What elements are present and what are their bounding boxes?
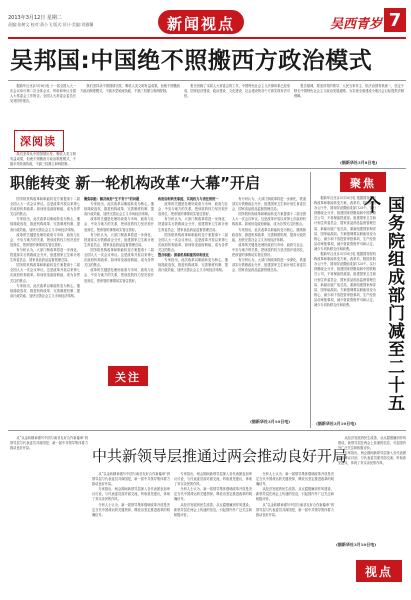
page-number: 7 xyxy=(388,10,402,31)
column-divider xyxy=(310,172,311,428)
page-header xyxy=(0,0,411,46)
bottom-headline: 中共新领导层推通过两会推动良好开局 xyxy=(92,447,348,465)
feature-subhead-2: 政府如何转变职能，实现权力与责任相统一 xyxy=(158,197,219,201)
feature-column-2: 聚焦职能：解决政府“生不肯干”的问题 专家指出，此次改革以职能转变为核心，继续简政放权、推进机构改革、完善制度机制、提高行政效能，加快完善社会主义市场经济体制。 改革的关键是处理好政府与市场、政府与社会、中央与地方的关系，把该放的权力坚决放开放到位，把该管的事情切实管住管好。 有分析认为，大部门制改革将进一步深化，铁道部实行铁路政企分开，组建国家卫生和计划生育委员会、国家食品药品监督管理总局。 国务院机构改革和职能转变方案提请十二届全国人大一次会议审议。这是改革开放以来第七次政府机构改革。如何转变政府职能，成为各界关注的焦点。 改革的关键是处理好政府与市场、政府与社会、中央与地方的关系，把该放的权力坚决放开放到位，把该管的事情切实管住管好。 xyxy=(84,197,154,283)
lead-column-4: 报告强调，要坚持党的领导、人民当家作主、依法治国有机统一，坚定不移走中国特色社会主义政治发展道路，为实现全面建成小康社会目标提供法制保障。 xyxy=(294,84,404,99)
section-title-text: 新闻视点 xyxy=(166,15,235,33)
feature-headline: 职能转变 新一轮机构改革“大幕”开启 xyxy=(10,174,260,192)
feature-source: (据新华社3月10日电) xyxy=(250,419,291,424)
bottom-column-3: 专家指出，两会期间新领导层深入各代表团参加审议讨论，与代表委员面对面交流，听取意见建议，体现了务实亲民的作风。 分析人士认为，新一届领导集体强调改革开放是决定当代中国命运的关键抉择，释放出坚定推进改革的明确信号。 从经济发展到民生改善，从反腐倡廉到作风建设，新领导层在两会上传递的信息，引起国内外广泛关注和积极评价。 xyxy=(174,472,252,517)
focus-body: 据新华社北京3月10日电 根据国务院机构改革和职能转变方案，改革后，除国务院办公厅外，国务院设置组成部门25个。实行铁路政企分开，组建国家铁路局和中国铁路总公司，不再保留铁道部。组建国家卫生和计划生育委员会、国家食品药品监督管理总局、新闻出版广电总局，重新组建国家海洋局、国家能源局。方案强调要以职能转变为核心，减少和下放投资审批事项、生产经营活动审批事项，减少资质资格许可和认定，减少专项转移支付和收费。 据新华社北京3月10日电 根据国务院机构改革和职能转变方案，改革后，除国务院办公厅外，国务院设置组成部门25个。实行铁路政企分开，组建国家铁路局和中国铁路总公司，不再保留铁道部。组建国家卫生和计划生育委员会、国家食品药品监督管理总局、新闻出版广电总局，重新组建国家海洋局、国家能源局。方案强调要以职能转变为核心，减少和下放投资审批事项、生产经营活动审批事项，减少资质资格许可和认定，减少专项转移支付和收费。 xyxy=(314,196,376,307)
feature-kicker: 关注 xyxy=(115,371,141,384)
feature-column-1: 国务院机构改革和职能转变方案提请十二届全国人大一次会议审议。这是改革开放以来第七次政府机构改革。如何转变政府职能，成为各界关注的焦点。 专家指出，此次改革以职能转变为核心，继续简政放权、推进机构改革、完善制度机制、提高行政效能，加快完善社会主义市场经济体制。 改革的关键是处理好政府与市场、政府与社会、中央与地方的关系，把该放的权力坚决放开放到位，把该管的事情切实管住管好。 有分析认为，大部门制改革将进一步深化，铁道部实行铁路政企分开，组建国家卫生和计划生育委员会、国家食品药品监督管理总局。 国务院机构改革和职能转变方案提请十二届全国人大一次会议审议。这是改革开放以来第七次政府机构改革。如何转变政府职能，成为各界关注的焦点。 专家指出，此次改革以职能转变为核心，继续简政放权、推进机构改革、完善制度机制、提高行政效能，加快完善社会主义市场经济体制。 xyxy=(10,197,80,298)
date-line: 2013年3月12日 星期二 xyxy=(8,15,62,21)
section-divider-2 xyxy=(8,430,406,431)
section-divider-1 xyxy=(8,168,406,169)
lead-column-1: 据新华社北京3月8日电 十一届全国人大一次会议举行第二次全体会议，听取和审议全国人大常委会工作报告。全国人大常委会委员长吴邦国作报告。 xyxy=(10,84,76,104)
lead-source: (据新华社3月8日电) xyxy=(340,160,378,165)
header-rule xyxy=(8,37,406,39)
lead-headline: 吴邦国:中国绝不照搬西方政治模式 xyxy=(10,48,373,74)
editor-line: 责编:张树文 校对:萧小飞 版式:设计·美编:刘雅馨 xyxy=(8,22,94,27)
lead-kicker: 深阅读 xyxy=(20,135,56,148)
bottom-column-4: 分析人士认为，新一届领导集体强调改革开放是决定当代中国命运的关键抉择，释放出坚定推进改革的明确信号。 从经济发展到民生改善，从反腐倡廉到作风建设，新领导层在两会上传递的信息，引起国内外广泛关注和积极评价。 从“以金砖精神谱写中国与南非友好合作新篇章”到领导层与代表委员共商国是，新一届中共领导集体着力推动良好开局。 xyxy=(256,472,334,517)
focus-source: (据新华社3月10日电) xyxy=(316,421,357,426)
bottom-source: (据新华社3月10日电) xyxy=(336,542,377,547)
paper-name: 吴西青岁 xyxy=(330,17,383,32)
focus-kicker: 聚焦 xyxy=(350,177,376,190)
lead-rule xyxy=(8,80,406,81)
feature-column-4: 有分析认为，大部门制改革将进一步深化，铁道部实行铁路政企分开，组建国家卫生和计划生育委员会、国家食品药品监督管理总局。 国务院机构改革和职能转变方案提请十二届全国人大一次会议审议。这是改革开放以来第七次政府机构改革。如何转变政府职能，成为各界关注的焦点。 专家指出，此次改革以职能转变为核心，继续简政放权、推进机构改革、完善制度机制、提高行政效能，加快完善社会主义市场经济体制。 改革的关键是处理好政府与市场、政府与社会、中央与地方的关系，把该放的权力坚决放开放到位，把该管的事情切实管住管好。 有分析认为，大部门制改革将进一步深化，铁道部实行铁路政企分开，组建国家卫生和计划生育委员会、国家食品药品监督管理总局。 xyxy=(232,197,306,273)
lead-column-1b: 我们坚持从中国国情出发，吸收人类文明有益成果，但绝不照搬西方政治制度模式，不搞多党轮流执政，不搞三权鼎立和两院制。 xyxy=(10,152,76,167)
lead-column-2: 我们坚持从中国国情出发，吸收人类文明有益成果，但绝不照搬西方政治制度模式，不搞多党轮流执政，不搞三权鼎立和两院制。 xyxy=(80,84,180,94)
bottom-column-5: 从经济发展到民生改善，从反腐倡廉到作风建设，新领导层在两会上传递的信息，引起国内外广泛关注和积极评价。 专家指出，两会期间新领导层深入各代表团参加审议讨论，与代表委员面对面交流，听取意见建议，体现了务实亲民的作风。 xyxy=(338,436,406,466)
lead-column-3: 报告回顾了本届人大常委会的工作，中国特色社会主义法律体系已经形成，国家经济建设、政治建设、文化建设、社会建设的各个方面实现有法可依。 xyxy=(184,84,290,99)
bottom-kicker: 视点 xyxy=(364,565,393,579)
feature-column-3: 政府如何转变职能，实现权力与责任相统一 改革的关键是处理好政府与市场、政府与社会、中央与地方的关系，把该放的权力坚决放开放到位，把该管的事情切实管住管好。 有分析认为，大部门制改革将进一步深化，铁道部实行铁路政企分开，组建国家卫生和计划生育委员会、国家食品药品监督管理总局。 国务院机构改革和职能转变方案提请十二届全国人大一次会议审议。这是改革开放以来第七次政府机构改革。如何转变政府职能，成为各界关注的焦点。 整合职能：探索机构职能的结构优化 专家指出，此次改革以职能转变为核心，继续简政放权、推进机构改革、完善制度机制、提高行政效能，加快完善社会主义市场经济体制。 xyxy=(158,197,228,273)
focus-vertical-title: 国务院组成部门减至二十五个 xyxy=(360,196,404,412)
bottom-column-1: 从“以金砖精神谱写中国与南非友好合作新篇章”到领导层与代表委员共商国是，新一届中共领导集体着力推动良好开局。 xyxy=(10,436,88,451)
feature-subhead-1: 聚焦职能：解决政府“生不肯干”的问题 xyxy=(84,197,140,201)
bottom-column-2: 从“以金砖精神谱写中国与南非友好合作新篇章”到领导层与代表委员共商国是，新一届中共领导集体着力推动良好开局。 专家指出，两会期间新领导层深入各代表团参加审议讨论，与代表委员面对面交流，听取意见建议，体现了务实亲民的作风。 分析人士认为，新一届领导集体强调改革开放是决定当代中国命运的关键抉择，释放出坚定推进改革的明确信号。 xyxy=(92,472,170,517)
feature-subhead-3: 整合职能：探索机构职能的结构优化 xyxy=(158,253,209,258)
